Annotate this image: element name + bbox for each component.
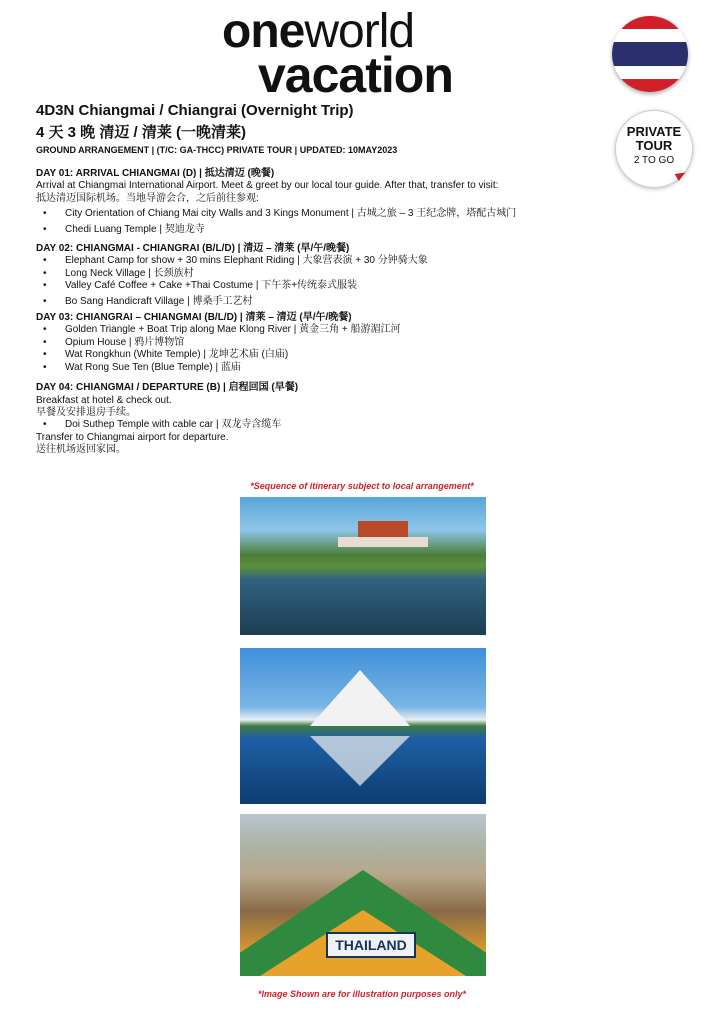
day-1-intro-en: Arrival at Chiangmai International Airport. Meet & greet by our local tour guide. After that, transfer to visit: — [36, 180, 499, 192]
list-item: • Opium House | 鸦片博物馆 — [36, 337, 596, 349]
logo-one: one — [222, 5, 305, 58]
day-4 — [36, 382, 596, 456]
list-item: • Wat Rong Sue Ten (Blue Temple) | 蓝庙 — [36, 362, 596, 374]
logo-world: world — [304, 5, 415, 58]
itinerary-header — [36, 102, 397, 155]
list-item: • City Orientation of Chiang Mai city Walls and 3 Kings Monument | 古城之旅 – 3 王纪念牌，塔配古城门 — [36, 208, 596, 220]
day-4-heading: DAY 04: CHIANGMAI / DEPARTURE (B) | 启程回国 (早餐) — [36, 382, 299, 394]
oneworld-vacation-logo — [222, 5, 512, 103]
day-2-heading: DAY 02: CHIANGMAI - CHIANGRAI (B/L/D) | 清迈 – 清莱 (早/午/晚餐) — [36, 243, 350, 255]
photo-white-temple — [240, 648, 486, 804]
day-4-list — [36, 419, 596, 431]
photo-royal-park — [240, 497, 486, 635]
day-1 — [36, 168, 596, 236]
sequence-note: *Sequence of itinerary subject to local arrangement* — [250, 481, 474, 491]
day-1-heading: DAY 01: ARRIVAL CHIANGMAI (D) | 抵达清迈 (晚餐) — [36, 168, 275, 179]
white-temple-shape — [310, 670, 410, 726]
plane-icon — [675, 169, 688, 181]
title-english: 4D3N Chiangmai / Chiangrai (Overnight Trip) — [36, 102, 354, 119]
logo-vacation: vacation — [258, 47, 453, 103]
white-temple-reflection — [310, 736, 410, 786]
list-item: • Bo Sang Handicraft Village | 博桑手工艺村 — [36, 296, 596, 308]
title-chinese: 4 天 3 晚 清迈 / 清莱 (一晚清莱) — [36, 124, 247, 141]
badge-line2: TOUR — [635, 138, 673, 153]
day-3 — [36, 312, 596, 374]
day-2 — [36, 243, 596, 308]
day-4-post-en: Transfer to Chiangmai airport for departure. — [36, 431, 229, 443]
day-4-pre-cn: 早餐及安排退房手续。 — [36, 406, 136, 418]
illustration-note: *Image Shown are for illustration purposes only* — [257, 989, 467, 999]
list-item: • Long Neck Village | 长颈族村 — [36, 268, 596, 280]
badge-line1: PRIVATE — [626, 124, 682, 139]
list-item: • Valley Café Coffee + Cake +Thai Costume | 下午茶+传统泰式服装 — [36, 280, 596, 292]
day-1-list — [36, 208, 596, 236]
list-item: • Elephant Camp for show + 30 mins Elephant Riding | 大象营表演 + 30 分钟骑大象 — [36, 255, 596, 267]
thailand-sign: THAILAND — [326, 932, 416, 958]
day-2-list — [36, 255, 596, 308]
day-3-heading: DAY 03: CHIANGRAI – CHIANGMAI (B/L/D) | 清莱 – 清迈 (早/午/晚餐) — [36, 312, 352, 324]
tour-meta: GROUND ARRANGEMENT | (T/C: GA-THCC) PRIVATE TOUR | UPDATED: 10MAY2023 — [36, 145, 398, 155]
day-4-post-cn: 送往机场返回家园。 — [36, 444, 126, 456]
day-1-intro-cn: 抵达清迈国际机场。当地导游会合，之后前往参观: — [36, 192, 259, 204]
private-tour-badge — [615, 110, 693, 188]
day-3-list — [36, 324, 596, 374]
list-item: • Doi Suthep Temple with cable car | 双龙寺含缆车 — [36, 419, 596, 431]
pavilion-base — [338, 537, 428, 547]
day-4-pre-en: Breakfast at hotel & check out. — [36, 394, 172, 406]
badge-line3: 2 TO GO — [633, 155, 675, 166]
list-item: • Wat Rongkhun (White Temple) | 龙坤艺术庙 (白庙) — [36, 349, 596, 361]
list-item: • Golden Triangle + Boat Trip along Mae Klong River | 黄金三角 + 船游湄江河 — [36, 324, 596, 336]
thai-flag-icon — [612, 16, 688, 92]
list-item: • Chedi Luang Temple | 契迪龙寺 — [36, 224, 596, 236]
itinerary-content — [36, 168, 596, 457]
